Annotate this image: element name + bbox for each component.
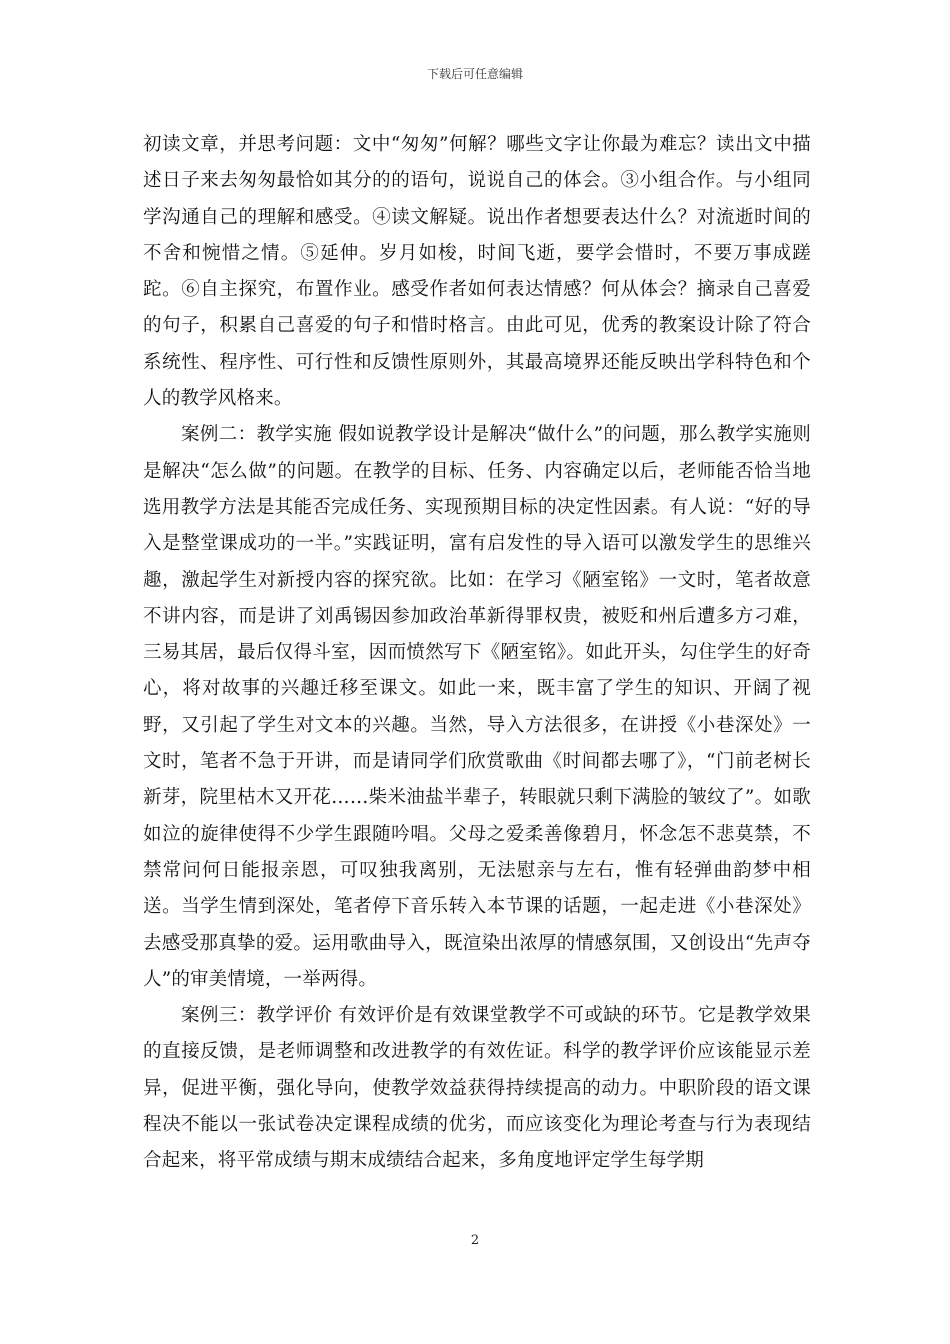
- page-header: 下载后可任意编辑: [426, 67, 523, 81]
- document-body: [143, 127, 811, 1180]
- paragraph-continuation: 初读文章，并思考问题：文中“匆匆”何解？哪些文字让你最为难忘？读出文中描述日子来去匆匆最恰如其分的的语句，说说自己的体会。③小组合作。与小组同学沟通自己的理解和感受。④读文解疑。说出作者想要表达什么？对流逝时间的不舍和惋惜之情。⑤延伸。岁月如梭，时间飞逝，要学会惜时，不要万事成蹉跎。⑥自主探究，布置作业。感受作者如何表达情感？何从体会？摘录自己喜爱的句子，积累自己喜爱的句子和惜时格言。由此可见，优秀的教案设计除了符合系统性、程序性、可行性和反馈性原则外，其最高境界还能反映出学科特色和个人的教学风格来。: [143, 134, 811, 410]
- paragraph-case-two: 案例二：教学实施 假如说教学设计是解决“做什么”的问题，那么教学实施则是解决“怎么做”的问题。在教学的目标、任务、内容确定以后，老师能否恰当地选用教学方法是其能否完成任务、实现预期目标的决定性因素。有人说：“好的导入是整堂课成功的一半。”实践证明，富有启发性的导入语可以激发学生的思维兴趣，激起学生对新授内容的探究欲。比如：在学习《陋室铭》一文时，笔者故意不讲内容，而是讲了刘禹锡因参加政治革新得罪权贵，被贬和州后遭多方刁难，三易其居，最后仅得斗室，因而愤然写下《陋室铭》。如此开头，勾住学生的好奇心，将对故事的兴趣迁移至课文。如此一来，既丰富了学生的知识、开阔了视野，又引起了学生对文本的兴趣。当然，导入方法很多，在讲授《小巷深处》一文时，笔者不急于开讲，而是请同学们欣赏歌曲《时间都去哪了》，“门前老树长新芽，院里枯木又开花……柴米油盐半辈子，转眼就只剩下满脸的皱纹了”。如歌如泣的旋律使得不少学生跟随吟唱。父母之爱柔善像碧月，怀念怎不悲莫禁，不禁常问何日能报亲恩，可叹独我离别，无法慰亲与左右，惟有轻弹曲韵梦中相送。当学生情到深处，笔者停下音乐转入本节课的话题，一起走进《小巷深处》去感受那真挚的爱。运用歌曲导入，既渲染出浓厚的情感氛围，又创设出“先声夺人”的审美情境，一举两得。: [143, 424, 811, 990]
- paragraph-case-three: 案例三：教学评价 有效评价是有效课堂教学不可或缺的环节。它是教学效果的直接反馈，是老师调整和改进教学的有效佐证。科学的教学评价应该能显示差异，促进平衡，强化导向，使教学效益获得持续提高的动力。中职阶段的语文课程决不能以一张试卷决定课程成绩的优劣，而应该变化为理论考查与行为表现结合起来，将平常成绩与期末成绩结合起来，多角度地评定学生每学期: [143, 1005, 811, 1172]
- page-number: 2: [470, 1233, 480, 1248]
